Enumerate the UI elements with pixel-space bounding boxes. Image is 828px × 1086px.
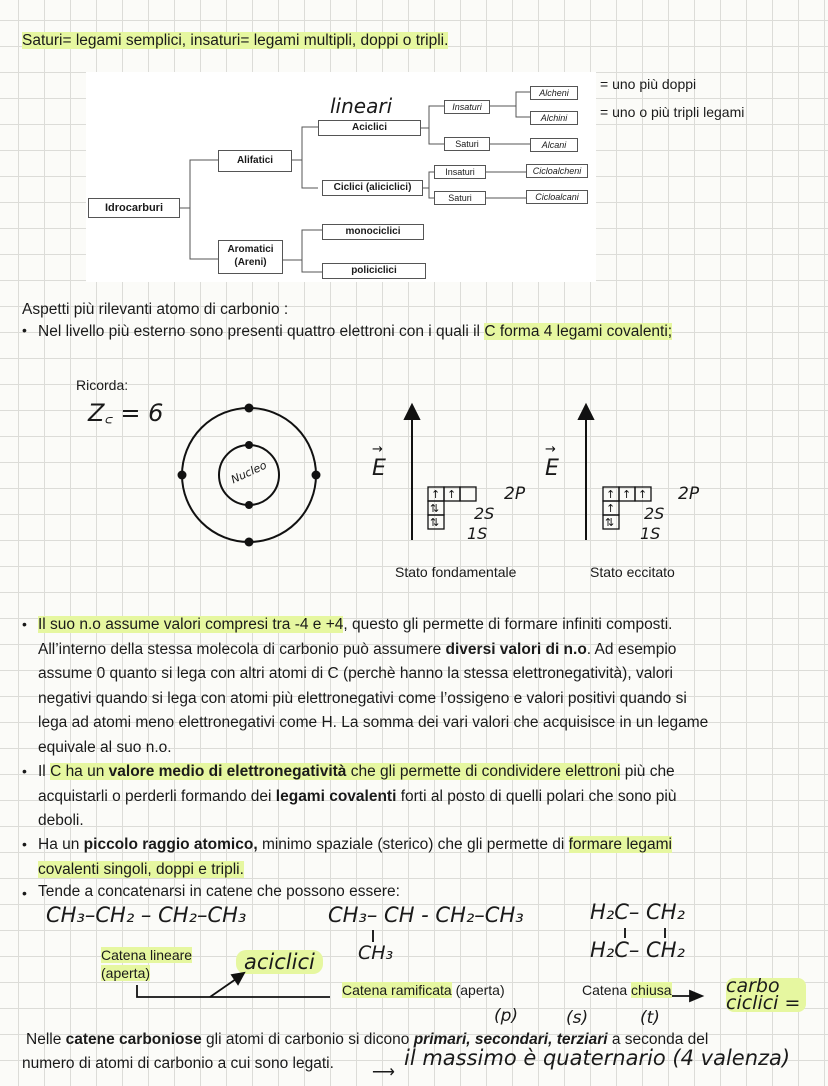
bullet-4-text-0: Ha un [38,836,84,853]
svg-text:↑: ↑ [431,488,441,501]
energy-label-2: E [545,456,559,481]
bullet-3 [38,760,808,834]
label-terziario: (t) [640,1008,660,1028]
note-tripli: = uno o più tripli legami [600,104,745,120]
node-monociclici: monociclici [322,224,424,240]
node-alchini: Alchini [530,111,578,125]
svg-text:↑: ↑ [447,488,457,501]
final-text-2: a seconda del [607,1031,709,1048]
final-arrow: ⟶ [372,1064,395,1081]
bullet-3-hl-text-1: C ha un [50,763,109,780]
bullet-2-text-3: . Ad esempio [586,640,677,658]
bullet-2-text-1: , questo gli permette di formare infiniti composti. [343,616,673,633]
catena-lineare-text: Catena lineare (aperta) [101,947,193,981]
bullet-1-highlight: C forma 4 legami covalenti; [484,323,673,340]
orbital-2s-2: 2S [644,504,665,523]
node-cicloalcheni: Cicloalcheni [526,164,588,178]
bullet-4-line-1 [38,833,808,858]
svg-text:→: → [545,442,556,457]
orbital-1s-2: 1S [640,524,661,543]
final-line-2: numero di atomi di carbonio a cui sono legati. [22,1055,334,1072]
svg-text:→: → [372,442,383,457]
bullet-2-line-3: assume 0 quanto si lega con altri atomi di C (perchè hanno la stessa elettronegatività), valori [38,665,673,682]
svg-text:↑: ↑ [606,488,616,501]
catena-chiusa-text: Catena [582,982,632,998]
bullet-3-line-3: deboli. [38,812,84,829]
bullet-2-line-2 [38,638,808,663]
bullet-2-line-6: equivale al suo n.o. [38,738,172,756]
label-primario: (p) [494,1006,519,1026]
svg-text:↑: ↑ [622,488,632,501]
bullet-4-bold: piccolo raggio atomico, [83,836,258,853]
bullet-dot: • [22,836,27,852]
note-doppi: = uno più doppi [600,76,697,92]
energy-label-1: E [372,456,386,481]
note-lineari: lineari [330,94,393,118]
cyclic-bond-right [664,928,666,938]
atom-energy-svg [0,395,828,615]
bullet-3-line-1 [38,760,808,785]
catena-ramificata-hl: Catena ramificata [342,982,452,998]
branch-bond [372,930,374,942]
bullet-2-line-4: negativi quando si lega con atomi più elettronegativi come l’ossigeno e valori positivi quando si [38,689,687,707]
bullet-4-hl-1: formare legami [568,836,672,853]
node-alcani: Alcani [530,138,578,152]
node-saturi-1: Saturi [444,137,490,151]
final-bold-italic: primari, secondari, terziari [413,1031,608,1048]
node-aromatici: Aromatici (Areni) [218,240,283,274]
final-note: il massimo è quaternario (4 valenza) [404,1046,791,1070]
bullet-3-hl-1 [50,763,620,780]
bullet-3-text-0: Il [38,763,51,780]
bullet-3-line-2 [38,785,808,810]
aciclici-note: aciclici [236,950,323,974]
svg-text:⇅: ⇅ [430,516,440,529]
carbociclici-note: carbo ciclici = [726,978,806,1012]
orbital-2s-1: 2S [474,504,495,523]
bullet-1-text: Nel livello più esterno sono presenti quattro elettroni con i quali il [38,323,485,340]
intro-line [22,29,448,54]
formula-branched-ch3: CH₃ [358,942,394,964]
node-ciclici: Ciclici (aliciclici) [322,180,423,196]
bullet-3-bold-1: valore medio di elettronegatività [108,763,347,780]
orbital-2p-2: 2P [678,484,700,504]
svg-text:↑: ↑ [606,502,616,515]
ricorda-label: Ricorda: [76,377,129,393]
svg-text:↑: ↑ [638,488,648,501]
orbital-1s-1: 1S [467,524,488,543]
catena-ramificata-label [342,982,505,998]
stato-fondamentale: Stato fondamentale [395,564,517,580]
bullet-dot: • [22,885,27,901]
bullet-dot: • [22,763,27,779]
svg-text:⇅: ⇅ [430,502,440,515]
bullet-2-bold: diversi valori di n.o [445,640,587,658]
bullet-2-highlight: Il suo n.o assume valori compresi tra -4 e +4 [38,616,344,633]
node-insaturi-2: Insaturi [434,165,486,179]
bullet-dot: • [22,616,27,632]
orbital-2p-1: 2P [504,484,526,504]
catena-chiusa-hl: chiusa [631,982,672,998]
bullet-3-text-1: più che [620,763,675,780]
bullet-2-line-5: lega ad atomi meno elettronegativi come H. La somma dei vari valori che acquisisce in un legame [38,714,709,731]
node-alcheni: Alcheni [530,86,578,100]
bullet-1 [38,320,672,345]
bullet-2-text-2: All’interno della stessa molecola di carbonio può assumere [38,640,446,658]
zc-note: Z꜀ = 6 [88,399,164,427]
bullet-3-text-3: forti al posto di quelli polari che sono più [396,787,677,805]
label-secondario: (s) [566,1008,589,1028]
bullet-2 [38,613,808,760]
final-text-1: gli atomi di carbonio si dicono [201,1031,414,1048]
hydrocarbon-diagram [86,72,596,282]
bullet-4-text-1: minimo spaziale (sterico) che gli permette di [257,836,569,853]
stato-eccitato: Stato eccitato [590,564,675,580]
bullet-2-line-1 [38,613,808,638]
node-policiclici: policiclici [322,263,426,279]
nucleo-label: Nucleo [229,458,269,487]
final-bold: catene carboniose [65,1031,202,1048]
node-cicloalcani: Cicloalcani [526,190,588,204]
catena-ramificata-text: (aperta) [451,982,505,998]
catena-chiusa-label [582,982,672,998]
bullet-4 [38,833,808,882]
bullet-3-bold-2: legami covalenti [275,787,397,805]
intro-text: Saturi= legami semplici, insaturi= legami multipli, doppi o tripli. [22,32,449,49]
bullet-3-hl-text-2: che gli permette di condividere elettroni [346,763,621,780]
node-saturi-2: Saturi [434,191,486,205]
bullet-dot: • [22,322,27,338]
bullet-4-hl-2: covalenti singoli, doppi e tripli. [38,860,244,878]
formula-cyclic-bottom: H₂C– CH₂ [590,938,685,962]
cyclic-bond-left [624,928,626,938]
aspects-title: Aspetti più rilevanti atomo di carbonio : [22,301,289,318]
formula-cyclic-top: H₂C– CH₂ [590,900,685,924]
node-idrocarburi: Idrocarburi [88,198,180,218]
node-alifatici: Alifatici [218,150,292,172]
bullet-5: Tende a concatenarsi in catene che possono essere: [38,883,400,900]
formula-linear: CH₃–CH₂ – CH₂–CH₃ [46,903,247,927]
node-aciclici: Aciclici [318,120,421,136]
node-insaturi-1: Insaturi [444,100,490,114]
bullet-3-text-2: acquistarli o perderli formando dei [38,787,276,805]
bullet-4-line-2 [38,858,808,883]
final-text-0: Nelle [26,1031,66,1048]
formula-branched: CH₃– CH - CH₂–CH₃ [328,903,524,927]
svg-text:⇅: ⇅ [605,516,615,529]
